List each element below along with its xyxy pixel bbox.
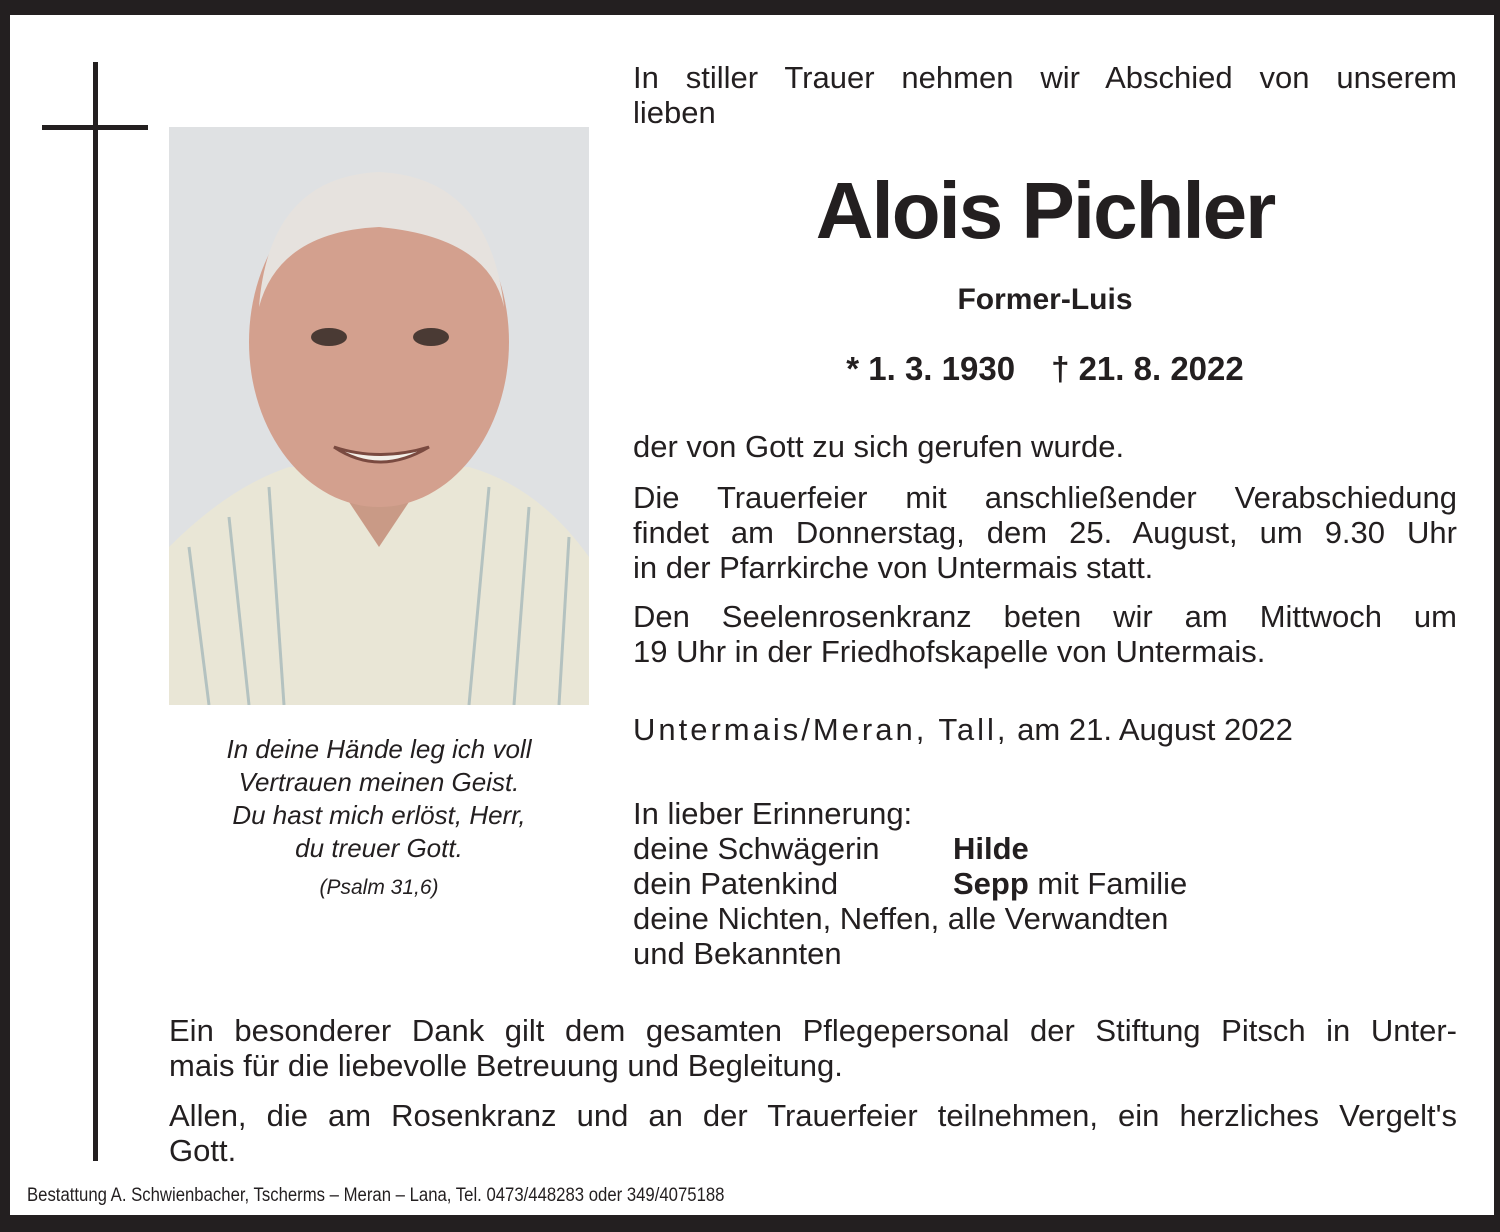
nickname: Former-Luis (957, 283, 1133, 316)
birth-date: * 1. 3. 1930 (846, 350, 1016, 387)
rosary-line: 19 Uhr in der Friedhofskapelle von Untermais. (633, 634, 1266, 669)
quote-line: In deine Hände leg ich voll (226, 734, 532, 764)
quote-line: Du hast mich erlöst, Herr, (232, 800, 526, 830)
rosary-info (633, 599, 1457, 669)
mourner-suffix: mit Familie (1028, 866, 1188, 901)
portrait-photo (169, 127, 589, 705)
cross-icon-horizontal (42, 125, 148, 130)
thanks-line: Ein besonderer Dank gilt dem gesamten Pflegepersonal der Stiftung Pitsch in Unter- (169, 1013, 1457, 1048)
place-date (633, 712, 1293, 748)
life-dates (633, 350, 1457, 388)
thanks-paragraph-2 (169, 1098, 1457, 1168)
deceased-name: Alois Pichler (815, 166, 1275, 255)
called-text: der von Gott zu sich gerufen wurde. (633, 429, 1125, 464)
funeral-line: findet am Donnerstag, dem 25. August, um 9.30 Uhr (633, 515, 1457, 550)
thanks-paragraph (169, 1013, 1457, 1083)
funeral-line: in der Pfarrkirche von Untermais statt. (633, 550, 1154, 585)
funeral-info (633, 480, 1457, 585)
funeral-home-footer: Bestattung A. Schwienbacher, Tscherms – Meran – Lana, Tel. 0473/448283 oder 349/4075188 (27, 1185, 725, 1206)
psalm-quote (169, 733, 589, 904)
thanks-line: Allen, die am Rosenkranz und an der Trauerfeier teilnehmen, ein herzliches Vergelt's (169, 1098, 1457, 1133)
mourner-name: Hilde (953, 831, 1029, 866)
cross-icon-vertical (93, 62, 98, 1161)
rosary-line: Den Seelenrosenkranz beten wir am Mittwoch um (633, 599, 1457, 634)
mourner-row (633, 866, 1187, 901)
thanks-line: mais für die liebevolle Betreuung und Begleitung. (169, 1048, 843, 1083)
others-line: und Bekannten (633, 936, 842, 971)
quote-line: Vertrauen meinen Geist. (238, 767, 520, 797)
intro-line: In stiller Trauer nehmen wir Abschied von unserem (633, 60, 1457, 95)
intro-line: lieben (633, 95, 716, 130)
mourner-row (633, 831, 1187, 866)
quote-reference: (Psalm 31,6) (319, 876, 439, 899)
quote-line: du treuer Gott. (295, 833, 463, 863)
date: am 21. August 2022 (1017, 712, 1293, 747)
thanks-line: Gott. (169, 1133, 237, 1168)
intro-text (633, 60, 1457, 130)
funeral-line: Die Trauerfeier mit anschließender Verabschiedung (633, 480, 1457, 515)
relation: deine Schwägerin (633, 831, 880, 866)
mourners (633, 796, 1187, 971)
obituary-notice (10, 15, 1494, 1215)
place: Untermais/Meran, Tall, (633, 712, 1009, 747)
death-date: † 21. 8. 2022 (1051, 350, 1244, 387)
relation: dein Patenkind (633, 866, 839, 901)
memory-heading: In lieber Erinnerung: (633, 796, 913, 831)
mourner-name: Sepp (953, 866, 1029, 901)
others-line: deine Nichten, Neffen, alle Verwandten (633, 901, 1169, 936)
